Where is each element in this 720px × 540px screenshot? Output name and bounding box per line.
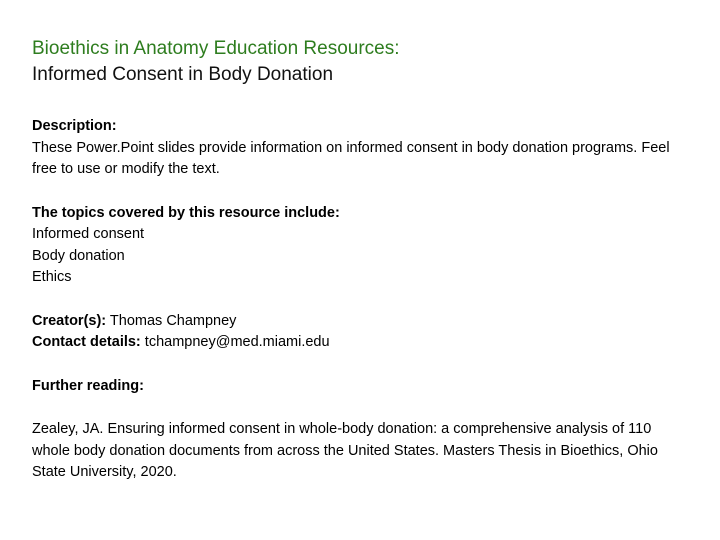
description-label: Description: (32, 118, 117, 134)
slide-content (32, 36, 692, 484)
topic-item: Informed consent (32, 226, 145, 242)
creator-section (32, 311, 692, 354)
further-reading-section (32, 376, 692, 484)
title-main: Bioethics in Anatomy Education Resources (32, 38, 395, 59)
title-colon: : (394, 38, 400, 59)
contact-line (32, 332, 692, 354)
contact-label: Contact details: (32, 334, 141, 350)
description-section (32, 116, 692, 181)
topic-item: Body donation (32, 247, 125, 264)
topics-section (32, 203, 692, 289)
page-title (32, 36, 692, 88)
contact-value: tchampney@med.miami.edu (144, 334, 330, 350)
topics-label: The topics covered by this resource include: (32, 204, 340, 221)
reference-text: Zealey, JA. Ensuring informed consent in whole-body donation: a comprehensive analysis of 110 whole body donation documents from across the United States. Masters Thesis in Bioethics, Ohio State University, 2020. (32, 421, 658, 480)
creator-label: Creator(s): (32, 312, 107, 329)
creator-value: Thomas Champney (109, 312, 237, 329)
description-text: These Power.Point slides provide information on informed consent in body donation programs. Feel free to use or modify the text. (32, 139, 670, 177)
further-reading-label: Further reading: (32, 377, 144, 394)
topic-item: Ethics (32, 269, 72, 285)
title-subtitle: Informed Consent in Body Donation (32, 64, 334, 85)
creator-line (32, 311, 692, 333)
